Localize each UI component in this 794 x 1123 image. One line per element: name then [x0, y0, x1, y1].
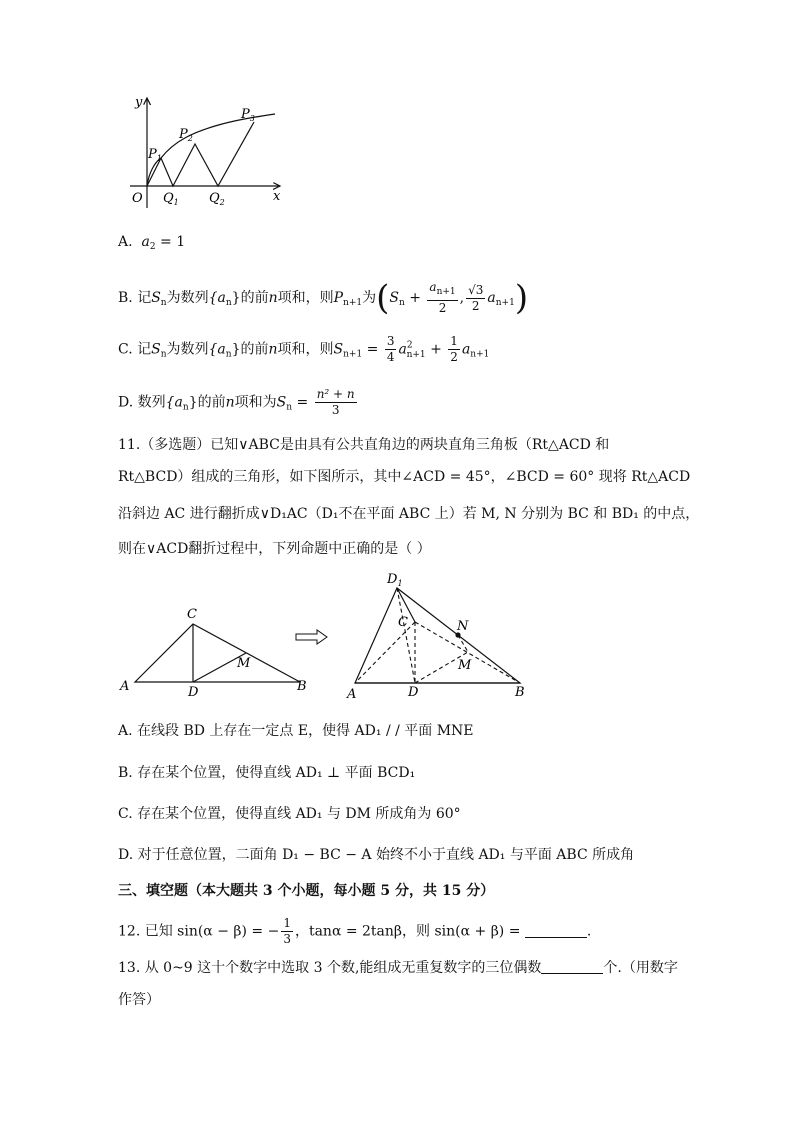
- q10-option-b: B. 记$S_n$为数列$\{a_n\}$的前n项和，则$P_{n+1}$为($S_n$ + $\frac{a_{n+1}}{2}$ , $\frac{√3}{2}$ $a_{n+1}$): [118, 278, 529, 318]
- q10-option-a: A. $a_2 = 1$: [118, 234, 186, 252]
- label-m2: M: [458, 658, 472, 673]
- q11-line1: 11.（多选题）已知∨ABC是由具有公共直角边的两块直角三角板（Rt△ACD 和: [118, 437, 610, 453]
- q2-label: $Q_2$: [209, 191, 225, 207]
- label-b2: B: [515, 685, 525, 700]
- label-d2: D: [408, 685, 419, 700]
- y-label: y: [135, 95, 143, 110]
- p3-label: $P_3$: [241, 107, 255, 123]
- q11-option-c: C. 存在某个位置，使得直线 AD₁ 与 DM 所成角为 60°: [118, 806, 461, 822]
- q11-option-d: D. 对于任意位置，二面角 D₁ − BC − A 始终不小于直线 AD₁ 与平面 ABC 所成角: [118, 847, 635, 863]
- section-title: 三、填空题（本大题共 3 个小题，每小题 5 分，共 15 分）: [118, 883, 495, 899]
- label-n: N: [457, 619, 469, 634]
- transform-arrow-icon: [295, 629, 329, 645]
- label-d: D: [188, 685, 199, 700]
- x-label: x: [273, 189, 281, 204]
- triangle-figure-flat: [115, 600, 315, 700]
- p2-label: $P_2$: [179, 127, 193, 143]
- q1-label: $Q_1$: [163, 191, 179, 207]
- label-c2: C: [398, 615, 408, 630]
- zigzag: [147, 122, 254, 186]
- q11-line3: 沿斜边 AC 进行翻折成∨D₁AC（D₁不在平面 ABC 上）若 M, N 分别为 BC 和 BD₁ 的中点，: [118, 506, 700, 522]
- label-b: B: [297, 679, 307, 694]
- q12: 12. 已知 sin(α − β) = − $\frac{1}{3}$ ，tanα = 2tanβ，则 sin(α + β) = .: [118, 916, 592, 946]
- label-a2: A: [347, 687, 357, 702]
- q11-line2: Rt△BCD）组成的三角形，如下图所示，其中∠ACD = 45°，∠BCD = 60° 现将 Rt△ACD: [118, 469, 691, 485]
- p1-label: $P_1$: [148, 147, 162, 163]
- sequence-curve-figure: [115, 90, 295, 215]
- q13-line1: 13. 从 0~9 这十个数字中选取 3 个数,能组成无重复数字的三位偶数 个.（用数字: [118, 960, 678, 976]
- label-c: C: [187, 607, 197, 622]
- label-a: A: [120, 679, 130, 694]
- label-m: M: [237, 656, 251, 671]
- answer-blank[interactable]: [541, 961, 603, 974]
- q11-option-b: B. 存在某个位置，使得直线 AD₁ ⊥ 平面 BCD₁: [118, 765, 416, 781]
- q11-line4: 则在∨ACD翻折过程中，下列命题中正确的是（ ）: [118, 541, 431, 557]
- q10-option-d: D. 数列$\{a_n\}$的前n项和为$S_n$ = $\frac{\text{n² + n}}{3}$: [118, 387, 355, 417]
- q11-option-a: A. 在线段 BD 上存在一定点 E，使得 AD₁ / / 平面 MNE: [118, 723, 474, 739]
- q13-line2: 作答）: [118, 992, 160, 1008]
- label-d1: $D_1$: [387, 572, 403, 588]
- curve: [147, 114, 275, 186]
- q10-option-c: C. 记$S_n$为数列$\{a_n\}$的前n项和，则$S_{n+1}$ = $\frac{3}{4}$ $a^2_{n+1}$ + $\frac{1}{2}$ $a_{n+1}$: [118, 334, 490, 364]
- tetrahedron-figure-folded: [340, 568, 540, 703]
- answer-blank[interactable]: [525, 925, 587, 938]
- origin-label: O: [132, 191, 143, 206]
